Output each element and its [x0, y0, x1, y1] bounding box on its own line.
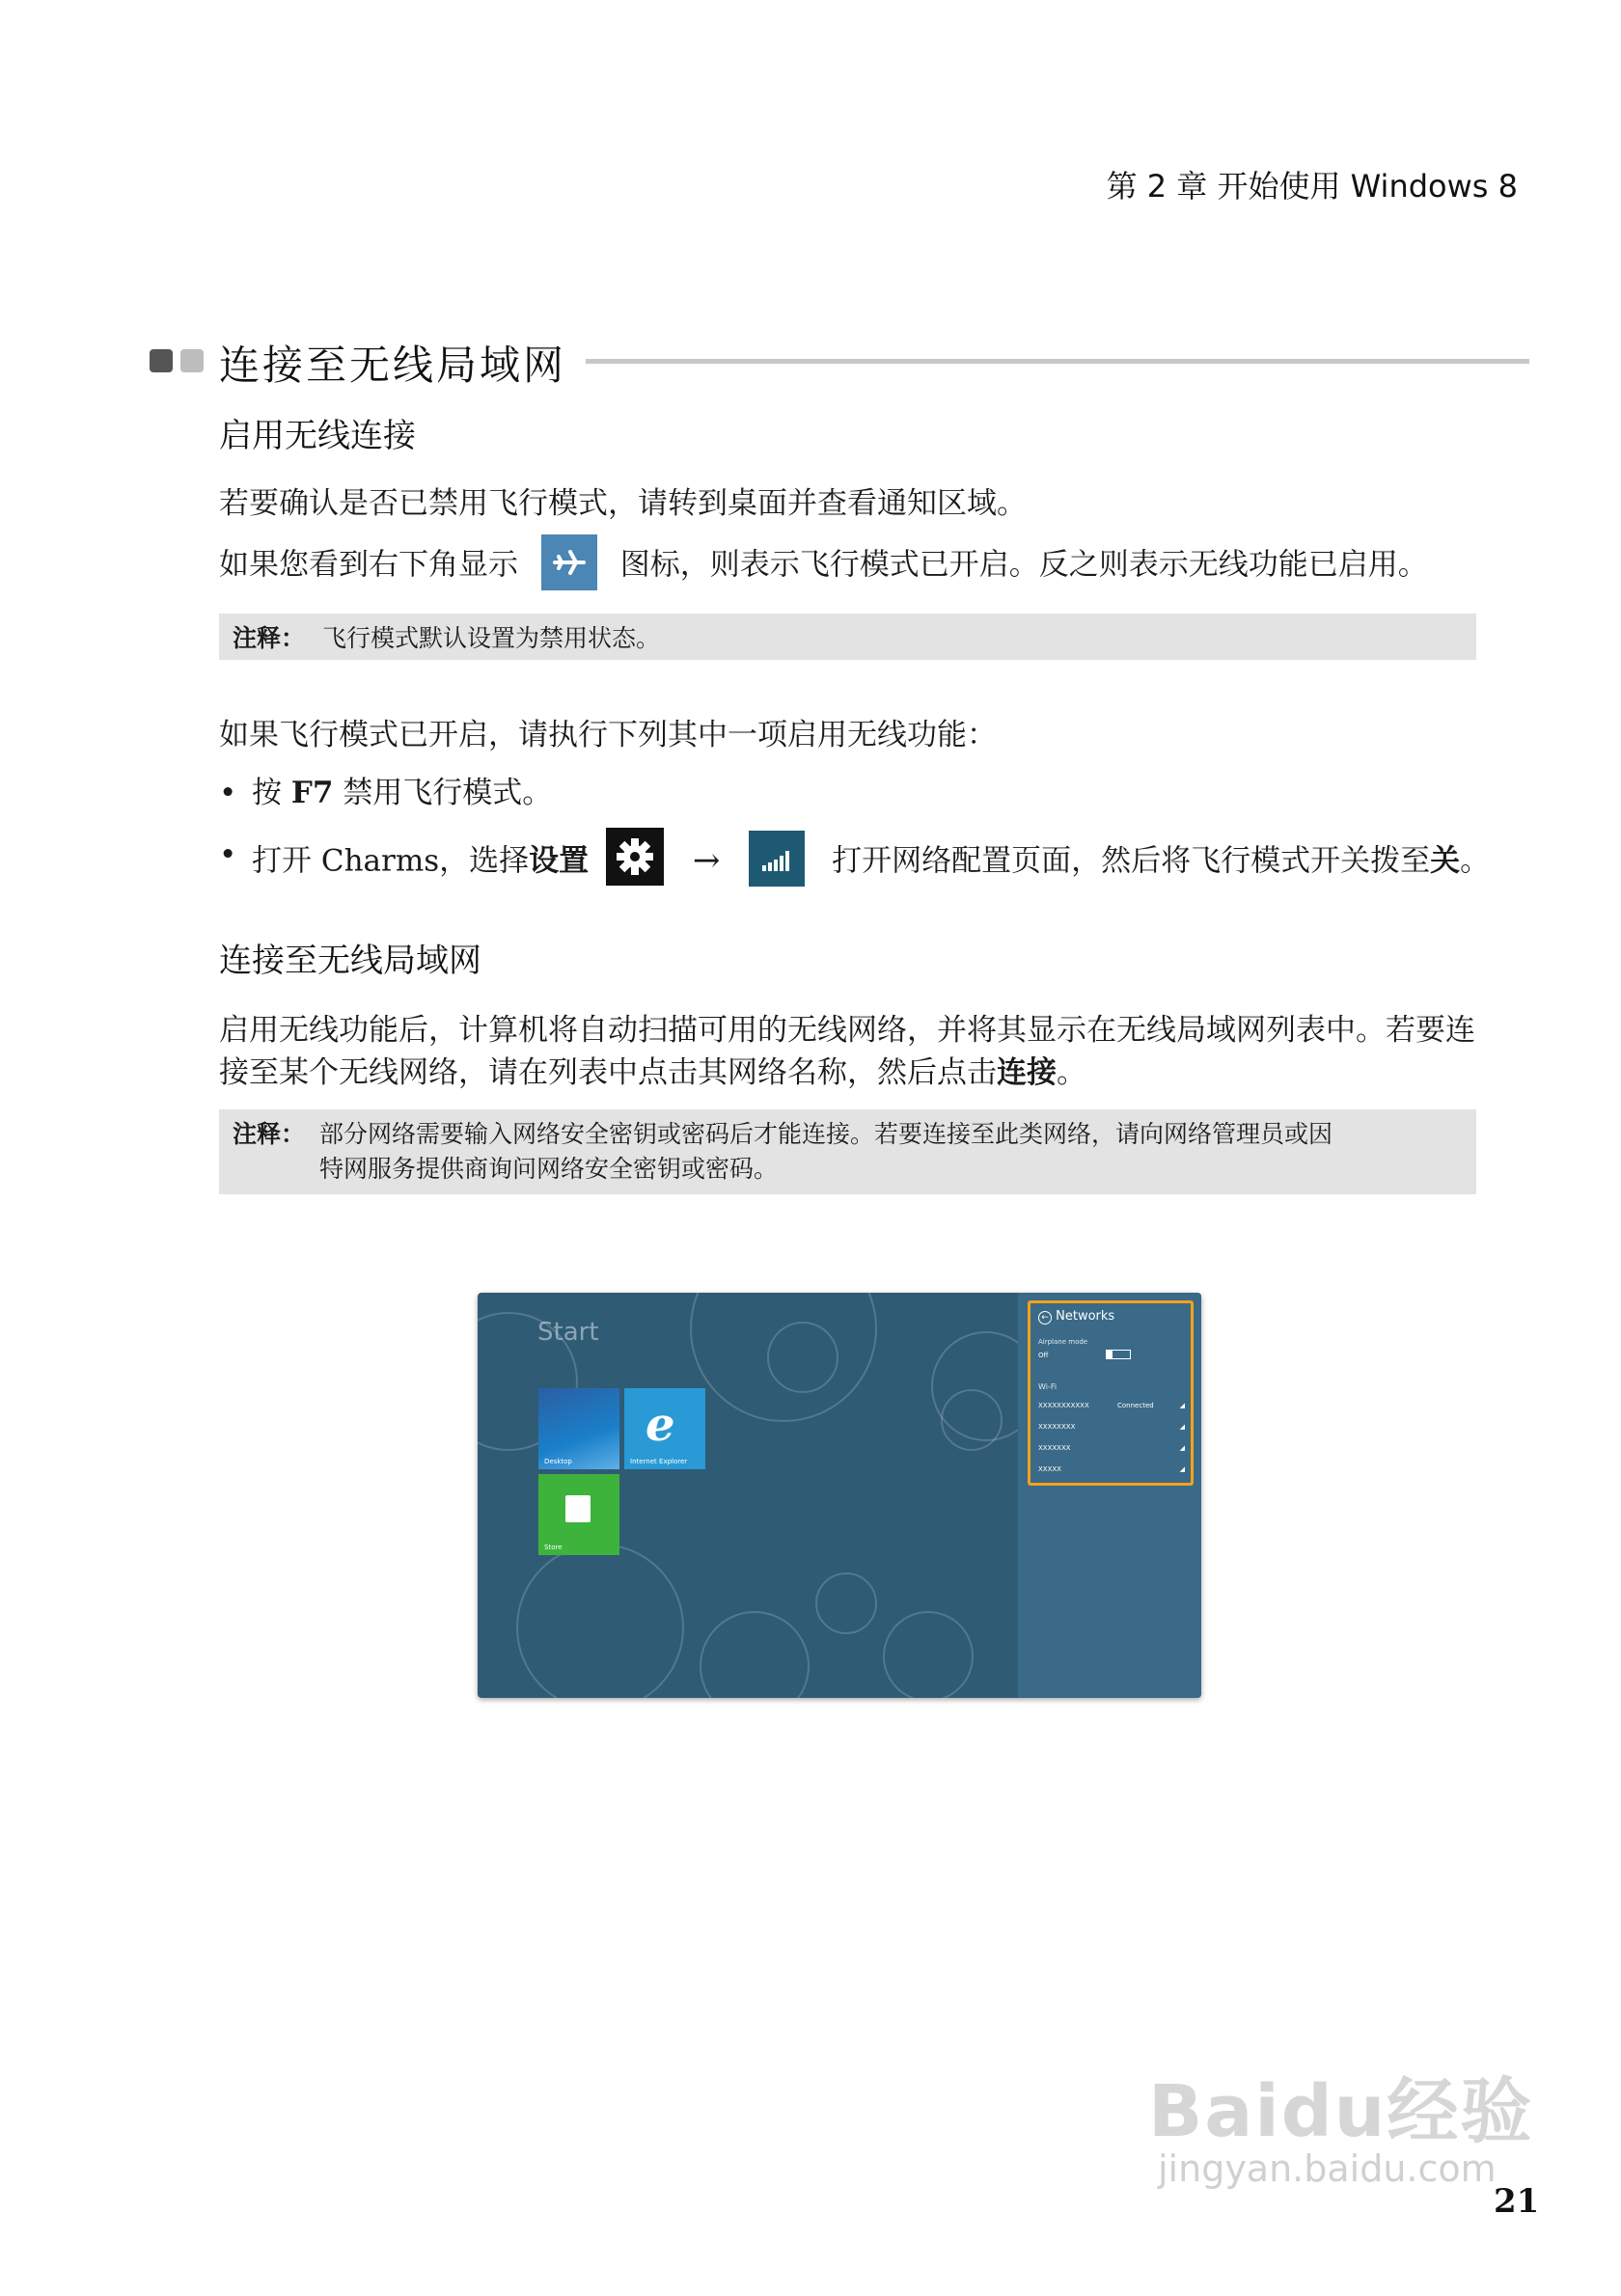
ie-logo-icon: e — [646, 1398, 675, 1452]
wifi-network-row[interactable] — [1038, 1444, 1185, 1452]
networks-title — [1038, 1309, 1114, 1325]
bubble — [700, 1611, 810, 1698]
bullet-period: 。 — [1460, 843, 1491, 879]
paragraph-line-1: 启用无线功能后，计算机将自动扫描可用的无线网络，并将其显示在无线局域网列表中。若要连 — [219, 1013, 1475, 1048]
desktop-tile[interactable] — [538, 1388, 619, 1469]
bubble — [516, 1544, 684, 1698]
baidu-watermark: Baidu经验 — [1148, 2070, 1534, 2153]
secured-signal-icon: ◢ — [1179, 1465, 1185, 1473]
text-before-icon: 如果您看到右下角显示 — [219, 547, 518, 583]
network-name: XXXXX — [1038, 1465, 1061, 1473]
airplane-mode-label: Airplane mode — [1038, 1338, 1088, 1346]
network-signal-icon — [749, 831, 805, 887]
start-label: Start — [537, 1318, 599, 1347]
subheading-connect-wlan: 连接至无线局域网 — [219, 942, 481, 980]
list-item-charms — [252, 834, 1490, 891]
note-line-2: 特网服务提供商询问网络安全密钥或密码。 — [319, 1155, 779, 1183]
store-tile[interactable] — [538, 1474, 619, 1555]
bubble — [941, 1389, 1003, 1451]
connect-label: 连接 — [997, 1055, 1057, 1090]
back-arrow-icon[interactable]: ← — [1038, 1311, 1052, 1325]
arrow-icon: → — [692, 840, 721, 880]
airplane-mode-state: Off — [1038, 1352, 1049, 1359]
wifi-network-row[interactable] — [1038, 1423, 1185, 1431]
ie-tile-label: Internet Explorer — [630, 1458, 688, 1465]
period: 。 — [1057, 1055, 1086, 1090]
win8-networks-screenshot — [478, 1293, 1201, 1698]
airplane-icon — [541, 534, 597, 590]
chapter-header: 第 2 章 开始使用 Windows 8 — [1106, 168, 1518, 205]
settings-label: 设置 — [529, 843, 590, 879]
wifi-network-row[interactable] — [1038, 1465, 1185, 1473]
bubble — [767, 1322, 838, 1393]
section-marker-dark — [150, 349, 173, 372]
paragraph-airplane-icon — [219, 538, 1428, 594]
signal-icon: ◢ — [1179, 1402, 1185, 1409]
bullet-text: 按 — [252, 776, 291, 810]
subheading-enable-wireless: 启用无线连接 — [219, 417, 416, 455]
networks-highlight-box — [1028, 1300, 1194, 1486]
note-airplane-default — [219, 614, 1476, 660]
shopping-bag-icon — [565, 1495, 591, 1522]
list-item-f7 — [252, 772, 552, 814]
gear-icon — [606, 828, 664, 886]
signal-icon: ◢ — [1179, 1423, 1185, 1431]
section-heading — [150, 334, 1529, 392]
wifi-network-row[interactable] — [1038, 1402, 1185, 1409]
note-line-1: 部分网络需要输入网络安全密钥或密码后才能连接。若要连接至此类网络，请向网络管理员或因 — [319, 1120, 1333, 1148]
signal-icon: ◢ — [1179, 1444, 1185, 1452]
bubble — [883, 1611, 974, 1698]
off-label: 关 — [1430, 843, 1461, 879]
network-name: XXXXXXX — [1038, 1444, 1071, 1452]
bullet-text: 打开 Charms，选择 — [252, 843, 530, 879]
note-text: 飞行模式默认设置为禁用状态。 — [321, 624, 660, 652]
desktop-tile-label: Desktop — [544, 1458, 572, 1465]
paragraph-connect — [219, 1009, 1475, 1094]
store-tile-label: Store — [544, 1544, 563, 1551]
section-rule — [586, 359, 1529, 364]
bubble — [815, 1572, 877, 1634]
bullet-text-end: 打开网络配置页面，然后将飞行模式开关拨至 — [832, 843, 1431, 879]
page-number: 21 — [1494, 2182, 1540, 2221]
paragraph-if-airplane-on: 如果飞行模式已开启，请执行下列其中一项启用无线功能： — [219, 718, 997, 752]
text-after-icon: 图标，则表示飞行模式已开启。反之则表示无线功能已启用。 — [619, 547, 1428, 583]
paragraph-check-airplane: 若要确认是否已禁用飞行模式，请转到桌面并查看通知区域。 — [219, 486, 1027, 521]
network-name: XXXXXXXXXXX — [1038, 1402, 1089, 1409]
note-label: 注释： — [233, 1120, 306, 1148]
airplane-mode-toggle[interactable] — [1106, 1350, 1131, 1359]
baidu-watermark-url: jingyan.baidu.com — [1158, 2147, 1497, 2190]
key-f7: F7 — [290, 776, 334, 810]
network-status: Connected — [1117, 1402, 1154, 1409]
bullet-text-end: 禁用飞行模式。 — [333, 776, 553, 810]
text: 接至某个无线网络，请在列表中点击其网络名称，然后点击 — [219, 1055, 997, 1090]
paragraph-line-2 — [219, 1052, 1475, 1094]
internet-explorer-tile[interactable] — [624, 1388, 705, 1469]
section-marker-light — [180, 349, 204, 372]
networks-title-text: Networks — [1056, 1309, 1115, 1324]
note-label: 注释： — [233, 624, 306, 652]
network-name: XXXXXXXX — [1038, 1423, 1076, 1431]
section-title: 连接至无线局域网 — [219, 342, 567, 389]
note-security-key — [219, 1109, 1476, 1194]
wifi-label: Wi-Fi — [1038, 1382, 1058, 1391]
